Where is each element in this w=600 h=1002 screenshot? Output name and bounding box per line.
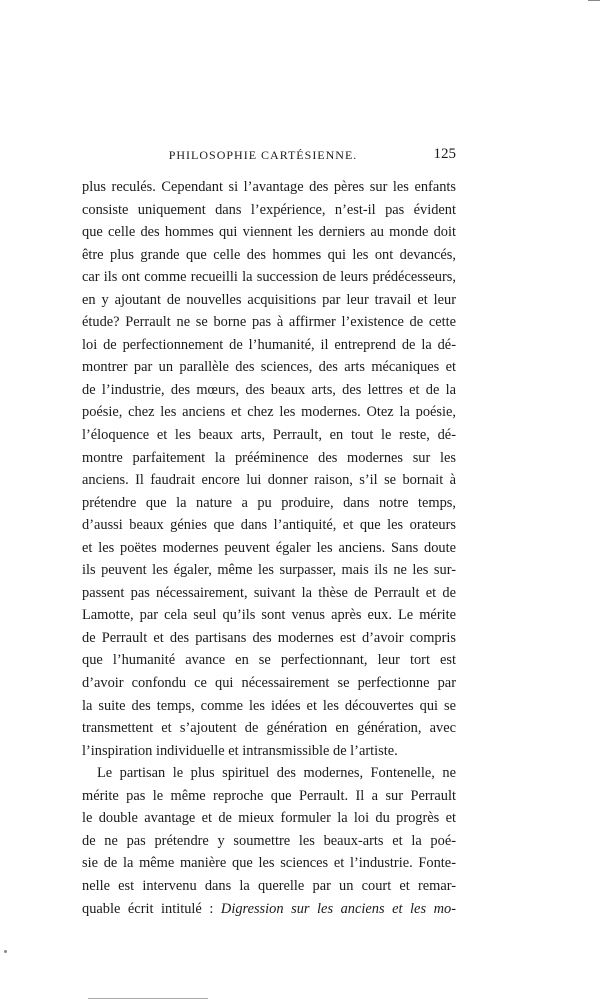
running-title: PHILOSOPHIE CARTÉSIENNE. [168, 148, 358, 162]
text-line: passent pas nécessairement, suivant la thèse de Perrault et de [82, 584, 456, 601]
text-line: de Perrault et des partisans des modernes est d’avoir compris [82, 629, 456, 646]
text-line: consiste uniquement dans l’expérience, n’est-il pas évident [82, 201, 456, 218]
text-line: l’éloquence et les beaux arts, Perrault, en tout le reste, dé- [82, 427, 456, 444]
text-line: anciens. Il faudrait encore lui donner raison, s’il se bornait à [82, 472, 456, 489]
edge-mark-bottom [88, 998, 208, 999]
text-line: montrer par un parallèle des sciences, des arts mécaniques et [82, 359, 456, 376]
text-line: car ils ont comme recueilli la succession de leurs prédécesseurs, [82, 269, 456, 286]
text-line: Lamotte, par cela seul qu’ils sont venus après eux. Le mérite [82, 607, 456, 624]
text-line: la suite des temps, comme les idées et les découvertes qui se [82, 697, 456, 714]
text-line: l’inspiration individuelle et intransmissible de l’artiste. [82, 742, 398, 759]
text-line: prétendre que la nature a pu produire, dans notre temps, [82, 494, 456, 511]
text-line: sie de la même manière que les sciences et l’industrie. Fonte- [82, 855, 456, 872]
text-line: que celle des hommes qui viennent les derniers au monde doit [82, 224, 456, 241]
text-line: loi de perfectionnement de l’humanité, il entreprend de la dé- [82, 336, 456, 353]
text-line: plus reculés. Cependant si l’avantage des pères sur les enfants [82, 179, 456, 195]
text-line: ils peuvent les égaler, même les surpasser, mais ils ne les sur- [82, 562, 456, 579]
edge-mark-top [588, 0, 600, 1]
text-line [82, 898, 456, 921]
text-line: Le partisan le plus spirituel des modernes, Fontenelle, ne [97, 765, 456, 782]
body-text [82, 176, 456, 920]
edge-mark-left [4, 950, 7, 953]
work-title: Digression sur les anciens et les mo- [220, 900, 456, 917]
text-line: mérite pas le même reproche que Perrault. Il a sur Perrault [82, 787, 456, 804]
text-line: montre parfaitement la prééminence des modernes sur les [82, 449, 456, 466]
text-line: que l’humanité avance en se perfectionnant, leur tort est [82, 652, 456, 669]
text-line: et les poëtes modernes peuvent égaler les anciens. Sans doute [82, 539, 456, 556]
text-line: en y ajoutant de nouvelles acquisitions par leur travail et leur [82, 291, 456, 308]
running-head [82, 148, 456, 166]
text-line: être plus grande que celle des hommes qui les ont devancés, [82, 246, 456, 263]
text-line: de l’industrie, des mœurs, des beaux arts, des lettres et de la [82, 381, 456, 398]
page-number: 125 [433, 146, 456, 162]
text-line: le double avantage et de mieux formuler la loi du progrès et [82, 810, 456, 827]
text-line-prefix: quable écrit intitulé : [82, 900, 221, 917]
text-line: transmettent et s’ajoutent de génération en génération, avec [82, 720, 456, 737]
text-line: nelle est intervenu dans la querelle par un court et remar- [82, 877, 456, 894]
text-line: d’aussi beaux génies que dans l’antiquité, et que les orateurs [82, 517, 456, 534]
text-line: étude? Perrault ne se borne pas à affirmer l’existence de cette [82, 314, 456, 331]
text-line: poésie, chez les anciens et chez les modernes. Otez la poésie, [82, 404, 456, 421]
text-line: de ne pas prétendre y soumettre les beaux-arts et la poé- [82, 832, 456, 849]
text-line: d’avoir confondu ce qui nécessairement se perfectionne par [82, 675, 456, 692]
